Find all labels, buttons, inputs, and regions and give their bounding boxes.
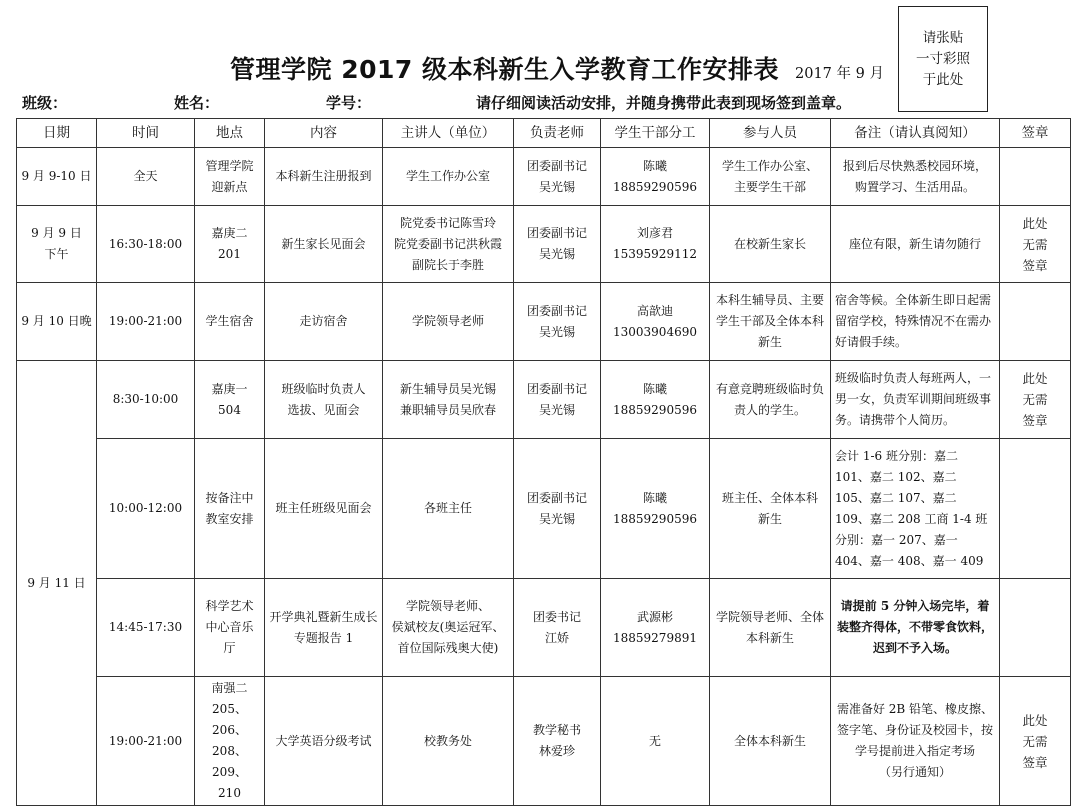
table-row <box>17 148 1071 206</box>
cell-teacher: 团委副书记 吴光锡 <box>514 283 601 361</box>
cell-participants: 全体本科新生 <box>710 677 831 806</box>
cell-place: 嘉庚一 504 <box>195 361 265 439</box>
cell-teacher: 团委副书记 吴光锡 <box>514 439 601 579</box>
cell-speaker: 新生辅导员吴光锡 兼职辅导员吴欣春 <box>383 361 514 439</box>
cell-cadre: 无 <box>601 677 710 806</box>
cell-participants: 本科生辅导员、主要学生干部及全体本科新生 <box>710 283 831 361</box>
cell-content: 新生家长见面会 <box>265 206 383 283</box>
cell-seal: 此处 无需 签章 <box>1000 206 1071 283</box>
cell-content: 班主任班级见面会 <box>265 439 383 579</box>
cell-date: 9 月 11 日 <box>17 361 97 806</box>
cell-speaker: 院党委书记陈雪玲 院党委副书记洪秋霞 副院长于李胜 <box>383 206 514 283</box>
table-row <box>17 439 1071 579</box>
table-row <box>17 579 1071 677</box>
student-id-label: 学号： <box>326 94 372 112</box>
cell-participants: 班主任、全体本科 新生 <box>710 439 831 579</box>
cell-teacher: 团委书记 江娇 <box>514 579 601 677</box>
cell-participants: 学生工作办公室、 主要学生干部 <box>710 148 831 206</box>
cell-place: 南强二 205、206、 208、209、 210 <box>195 677 265 806</box>
cell-speaker: 学生工作办公室 <box>383 148 514 206</box>
photo-box-line: 于此处 <box>922 71 964 88</box>
cell-participants: 在校新生家长 <box>710 206 831 283</box>
cell-seal: 此处 无需 签章 <box>1000 677 1071 806</box>
cell-content: 走访宿舍 <box>265 283 383 361</box>
photo-box-line: 请张贴 <box>922 29 964 46</box>
cell-seal <box>1000 148 1071 206</box>
cell-remark: 报到后尽快熟悉校园环境， 购置学习、生活用品。 <box>831 148 1000 206</box>
cell-teacher: 团委副书记 吴光锡 <box>514 148 601 206</box>
cell-speaker: 学院领导老师、 侯斌校友(奥运冠军、 首位国际残奥大使) <box>383 579 514 677</box>
table-row <box>17 206 1071 283</box>
cell-seal <box>1000 579 1071 677</box>
class-label: 班级： <box>22 94 68 112</box>
cell-date: 9 月 9 日 下午 <box>17 206 97 283</box>
title-row <box>230 50 884 90</box>
cell-date: 9 月 9-10 日 <box>17 148 97 206</box>
cell-cadre: 陈曦 18859290596 <box>601 361 710 439</box>
photo-box-line: 一寸彩照 <box>916 50 970 67</box>
cell-place: 管理学院 迎新点 <box>195 148 265 206</box>
cell-cadre: 陈曦 18859290596 <box>601 148 710 206</box>
cell-time: 19:00-21:00 <box>97 677 195 806</box>
cell-teacher: 教学秘书 林爱珍 <box>514 677 601 806</box>
cell-remark: 班级临时负责人每班两人，一男一女，负责军训期间班级事务。请携带个人简历。 <box>831 361 1000 439</box>
cell-place: 嘉庚二 201 <box>195 206 265 283</box>
page-title: 管理学院 2017 级本科新生入学教育工作安排表 <box>230 55 779 84</box>
cell-place: 按备注中 教室安排 <box>195 439 265 579</box>
table-header-row <box>17 119 1071 148</box>
cell-place: 科学艺术 中心音乐 厅 <box>195 579 265 677</box>
cell-content: 开学典礼暨新生成长专题报告 1 <box>265 579 383 677</box>
cell-remark: 需准备好 2B 铅笔、橡皮擦、签字笔、身份证及校园卡，按学号提前进入指定考场 （另行通知） <box>831 677 1000 806</box>
cell-content: 班级临时负责人 选拔、见面会 <box>265 361 383 439</box>
cell-remark: 会计 1-6 班分别：嘉二 101、嘉二 102、嘉二 105、嘉二 107、嘉二 109、嘉二 208 工商 1-4 班分别：嘉一 207、嘉一 404、嘉一 408、嘉一 409 <box>831 439 1000 579</box>
table-row <box>17 361 1071 439</box>
cell-participants: 有意竞聘班级临时负责人的学生。 <box>710 361 831 439</box>
cell-time: 10:00-12:00 <box>97 439 195 579</box>
cell-remark: 宿舍等候。全体新生即日起需留宿学校，特殊情况不在需办好请假手续。 <box>831 283 1000 361</box>
cell-time: 8:30-10:00 <box>97 361 195 439</box>
title-date: 2017 年 9 月 <box>795 66 884 82</box>
cell-teacher: 团委副书记 吴光锡 <box>514 361 601 439</box>
cell-speaker: 学院领导老师 <box>383 283 514 361</box>
table-row <box>17 677 1071 806</box>
column-header-cadre: 学生干部分工 <box>601 119 710 148</box>
cell-cadre: 高歆迪 13003904690 <box>601 283 710 361</box>
column-header-teacher: 负责老师 <box>514 119 601 148</box>
cell-cadre: 武源彬 18859279891 <box>601 579 710 677</box>
cell-remark: 座位有限，新生请勿随行 <box>831 206 1000 283</box>
cell-time: 14:45-17:30 <box>97 579 195 677</box>
column-header-date: 日期 <box>17 119 97 148</box>
cell-seal <box>1000 283 1071 361</box>
cell-seal: 此处 无需 签章 <box>1000 361 1071 439</box>
cell-time: 16:30-18:00 <box>97 206 195 283</box>
schedule-table <box>16 118 1071 806</box>
column-header-remark: 备注（请认真阅知） <box>831 119 1000 148</box>
notice-text: 请仔细阅读活动安排，并随身携带此表到现场签到盖章。 <box>476 94 852 112</box>
column-header-seal: 签章 <box>1000 119 1071 148</box>
cell-content: 本科新生注册报到 <box>265 148 383 206</box>
name-label: 姓名： <box>174 94 220 112</box>
cell-place: 学生宿舍 <box>195 283 265 361</box>
cell-remark: 请提前 5 分钟入场完毕，着装整齐得体，不带零食饮料，迟到不予入场。 <box>831 579 1000 677</box>
column-header-participants: 参与人员 <box>710 119 831 148</box>
cell-time: 全天 <box>97 148 195 206</box>
cell-time: 19:00-21:00 <box>97 283 195 361</box>
column-header-content: 内容 <box>265 119 383 148</box>
cell-cadre: 陈曦 18859290596 <box>601 439 710 579</box>
student-info-row <box>0 92 1078 112</box>
column-header-place: 地点 <box>195 119 265 148</box>
table-row <box>17 283 1071 361</box>
cell-content: 大学英语分级考试 <box>265 677 383 806</box>
column-header-speaker: 主讲人（单位） <box>383 119 514 148</box>
cell-speaker: 校教务处 <box>383 677 514 806</box>
cell-date: 9 月 10 日晚 <box>17 283 97 361</box>
cell-participants: 学院领导老师、全体本科新生 <box>710 579 831 677</box>
cell-teacher: 团委副书记 吴光锡 <box>514 206 601 283</box>
cell-cadre: 刘彦君 15395929112 <box>601 206 710 283</box>
cell-speaker: 各班主任 <box>383 439 514 579</box>
cell-seal <box>1000 439 1071 579</box>
column-header-time: 时间 <box>97 119 195 148</box>
